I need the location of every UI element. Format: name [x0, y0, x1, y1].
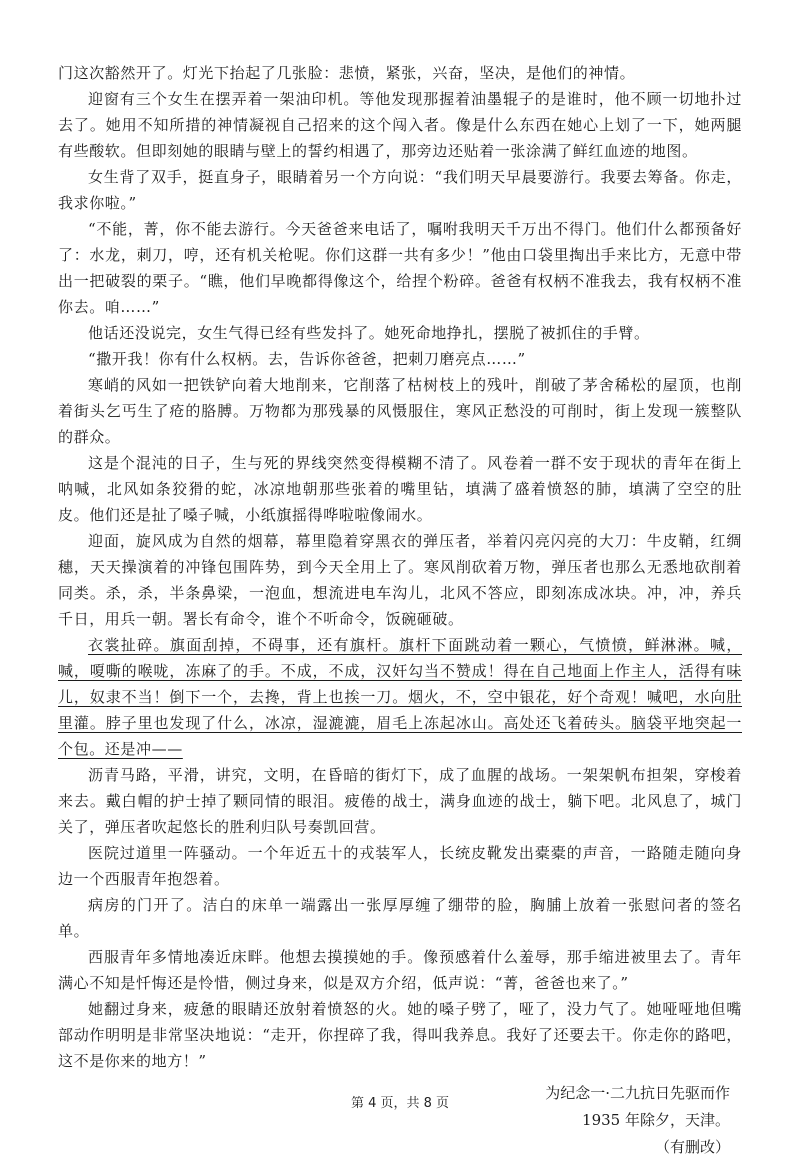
paragraph: 迎窗有三个女生在摆弄着一架油印机。等他发现那握着油墨辊子的是谁时，他不顾一切地扑过去了。她用不知所措的神情凝视自己招来的这个闯入者。像是什么东西在她心上划了一下，她两腿有些酸软。但即刻她的眼睛与壁上的誓约相遇了，那旁边还贴着一张涂满了鲜红血迹的地图。 [58, 90, 742, 160]
edit-note: （有删改） [654, 1138, 730, 1156]
date-place-line: 1935 年除夕，天津。 [582, 1111, 730, 1129]
paragraph: 她翻过身来，疲惫的眼睛还放射着愤怒的火。她的嗓子劈了，哑了，没力气了。她哑哑地但嘴部动作明明是非常坚决地说：“走开，你捏碎了我，得叫我养息。我好了还要去干。你走你的路吧，这不是你来的地方！” [58, 1000, 742, 1070]
paragraph: 病房的门开了。洁白的床单一端露出一张厚厚缠了绷带的脸，胸脯上放着一张慰问者的签名单。 [58, 896, 742, 940]
dedication-line: 为纪念一·二九抗日先驱而作 [545, 1084, 730, 1102]
paragraph: 寒峭的风如一把铁铲向着大地削来，它削落了枯树枝上的残叶，削破了茅舍稀松的屋顶，也削着街头乞丐生了疮的胳膊。万物都为那残暴的风慑服住，寒风正愁没的可削时，街上发现一簇整队的群众。 [58, 376, 742, 446]
paragraph: 医院过道里一阵骚动。一个年近五十的戎装军人，长统皮靴发出橐橐的声音，一路随走随向身边一个西服青年抱怨着。 [58, 844, 742, 888]
paragraph: 沥青马路，平滑，讲究，文明，在昏暗的街灯下，成了血腥的战场。一架架帆布担架，穿梭着来去。戴白帽的护士掉了颗同情的眼泪。疲倦的战士，满身血迹的战士，躺下吧。北风息了，城门关了，弹压者吹起悠长的胜利归队号奏凯回营。 [58, 766, 742, 836]
paragraph: 这是个混沌的日子，生与死的界线突然变得模糊不清了。风卷着一群不安于现状的青年在街上呐喊，北风如条狡猾的蛇，冰凉地朝那些张着的嘴里钻，填满了盛着愤怒的肺，填满了空空的肚皮。他们还是扯了嗓子喊，小纸旗摇得哗啦啦像闹水。 [58, 454, 742, 524]
paragraph: 门这次豁然开了。灯光下抬起了几张脸：悲愤，紧张，兴奋，坚决，是他们的神情。 [58, 64, 636, 82]
page-number-footer: 第 4 页，共 8 页 [350, 1096, 450, 1111]
paragraph: “不能，菁，你不能去游行。今天爸爸来电话了，嘱咐我明天千万出不得门。他们什么都预备好了：水龙，刺刀，哼，还有机关枪呢。你们这群一共有多少！”他由口袋里掏出手来比方，无意中带出一把破裂的栗子。“瞧，他们早晚都得像这个，给捏个粉碎。爸爸有权柄不准我去，我有权柄不准你去。咱……” [58, 220, 742, 316]
paragraph: “撒开我！你有什么权柄。去，告诉你爸爸，把刺刀磨亮点……” [88, 350, 526, 368]
underlined-paragraph: 衣裳扯碎。旗面刮掉，不碍事，还有旗杆。旗杆下面跳动着一颗心，气愤愤，鲜淋淋。喊，喊，嗄嘶的喉咙，冻麻了的手。不成，不成，汉奸勾当不赞成！得在自己地面上作主人，活得有味儿，奴隶不当！倒下一个，去搀，背上也挨一刀。烟火，不，空中银花，好个奇观！喊吧，水向肚里灌。脖子里也发现了什么，冰凉，湿漉漉，眉毛上冻起冰山。高处还飞着砖头。脑袋平地突起一个包。还是冲—— [58, 636, 742, 758]
paragraph: 女生背了双手，挺直身子，眼睛着另一个方向说：“我们明天早晨要游行。我要去筹备。你走，我求你啦。” [58, 168, 742, 212]
article-body [58, 60, 742, 1074]
paragraph: 迎面，旋风成为自然的烟幕，幕里隐着穿黑衣的弹压者，举着闪亮闪亮的大刀：牛皮鞘，红绸穗，天天操演着的冲锋包围阵势，到今天全用上了。寒风削砍着万物，弹压者也那么无悉地砍削着同类。杀，杀，半条鼻梁，一泡血，想流进电车沟儿，北风不答应，即刻冻成冰块。冲，冲，养兵千日，用兵一朝。署长有命令，谁个不听命令，饭碗砸破。 [58, 532, 742, 628]
paragraph: 西服青年多情地凑近床畔。他想去摸摸她的手。像预感着什么羞辱，那手缩进被里去了。青年满心不知是忏悔还是怜惜，侧过身来，似是双方介绍，低声说：“菁，爸爸也来了。” [58, 948, 742, 992]
paragraph: 他话还没说完，女生气得已经有些发抖了。她死命地挣扎，摆脱了被抓住的手臂。 [88, 324, 650, 342]
